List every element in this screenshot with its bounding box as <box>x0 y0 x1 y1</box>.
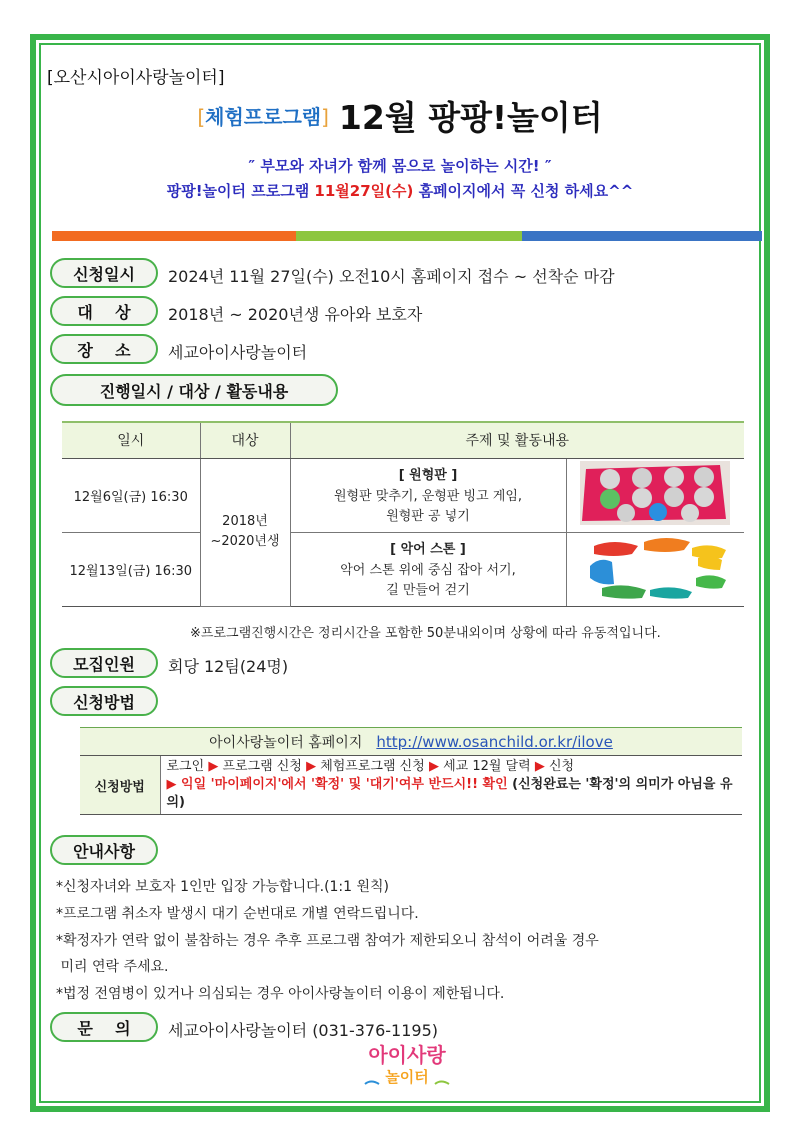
table-row <box>62 458 744 532</box>
subtitle-slogan: ″ 부모와 자녀가 함께 몸으로 놀이하는 시간! ″ <box>248 157 552 175</box>
apply-date-value: 2024년 11월 27일(수) 오전10시 홈페이지 접수 ~ 선착순 마감 <box>168 267 615 286</box>
row2-activity <box>290 532 566 606</box>
schedule-table <box>62 421 744 607</box>
apply-method-cell-label: 신청방법 <box>80 756 160 815</box>
target-label: 대 상 <box>50 296 158 326</box>
schedule-label: 진행일시 / 대상 / 활동내용 <box>50 374 338 406</box>
stripe-blue <box>522 231 762 241</box>
notice-item: *법정 전염병이 있거나 의심되는 경우 아이사랑놀이터 이용이 제한됩니다. <box>56 986 505 1002</box>
target-cell <box>200 458 290 606</box>
subtitle-apply-date <box>0 180 800 201</box>
schedule-note: ※프로그램진행시간은 정리시간을 포함한 50분내외이며 상황에 따라 유동적입니다. <box>190 626 661 641</box>
notice-item: *확정자가 연락 없이 불참하는 경우 추후 프로그램 참여가 제한되오니 참석이 어려울 경우 <box>56 933 599 949</box>
apply-homepage-row <box>80 728 742 756</box>
contact-label: 문 의 <box>50 1012 158 1042</box>
subtitle2-date: 11월27일(수) <box>314 182 414 200</box>
tag-bracket-open: [ <box>197 105 206 129</box>
logo-line2: 놀이터 <box>385 1068 429 1086</box>
target-line1: 2018년 <box>222 514 268 529</box>
stripe-orange <box>52 231 296 241</box>
homepage-label: 아이사랑놀이터 홈페이지 <box>209 734 363 751</box>
arrow-icon: ▶ <box>208 759 219 774</box>
apply-homepage-cell <box>80 728 742 756</box>
homepage-link[interactable]: http://www.osanchild.or.kr/ilove <box>376 732 613 751</box>
row2-topic: [ 악어 스톤 ] <box>390 541 466 557</box>
place-value: 세교아이사랑놀이터 <box>168 343 308 362</box>
playground-logo <box>335 1040 480 1090</box>
logo-line1: 아이사랑 <box>368 1043 446 1067</box>
notice-item: *신청자녀와 보호자 1인만 입장 가능합니다.(1:1 원칙) <box>56 879 390 895</box>
circle-mat-photo <box>580 461 730 525</box>
crocodile-stones-photo <box>580 534 730 600</box>
contact-value: 세교아이사랑놀이터 (031-376-1195) <box>168 1021 439 1040</box>
stripe-green <box>296 231 522 241</box>
recruit-value: 회당 12팀(24명) <box>168 657 289 676</box>
apply-method-table <box>80 727 742 815</box>
step-login: 로그인 <box>166 759 209 774</box>
subtitle2-part-a: 팡팡!놀이터 프로그램 <box>166 182 315 200</box>
row2-line2: 길 만들어 걷기 <box>386 582 470 598</box>
notice-item: *프로그램 취소자 발생시 대기 순번대로 개별 연락드립니다. <box>56 906 419 922</box>
tag-text: 체험프로그램 <box>205 105 322 129</box>
apply-steps <box>160 756 742 815</box>
header-activity: 주제 및 활동내용 <box>290 422 744 458</box>
arrow-icon: ▶ <box>306 759 317 774</box>
arrow-icon: ▶ <box>428 759 439 774</box>
recruit-label: 모집인원 <box>50 648 158 678</box>
row2-line1: 악어 스톤 위에 중심 잡아 서기, <box>340 562 516 578</box>
arrow-icon: ▶ <box>166 777 177 792</box>
organization-name: [오산시아이사랑놀이터] <box>47 68 225 88</box>
row1-date: 12월6일(금) 16:30 <box>62 458 200 532</box>
apply-date-label: 신청일시 <box>50 258 158 288</box>
table-row <box>62 532 744 606</box>
title-row <box>0 92 800 139</box>
row1-line2: 원형판 공 넣기 <box>386 508 470 524</box>
confirm-note: (신청완료는 '확정'의 의미가 아님을 유의) <box>166 777 733 810</box>
row1-line1: 원형판 맞추기, 운형판 빙고 게임, <box>333 488 523 504</box>
header-target: 대상 <box>200 422 290 458</box>
row1-topic: [ 원형판 ] <box>398 467 458 483</box>
step-submit: 신청 <box>544 759 575 774</box>
row1-activity <box>290 458 566 532</box>
apply-method-label: 신청방법 <box>50 686 158 716</box>
row2-photo-cell <box>566 532 744 606</box>
step-apply: 프로그램 신청 <box>218 759 307 774</box>
arrow-icon: ▶ <box>534 759 545 774</box>
place-label: 장 소 <box>50 334 158 364</box>
confirm-warning: 익일 '마이페이지'에서 '확정' 및 '대기'여부 반드시!! 확인 <box>176 777 508 792</box>
header-date: 일시 <box>62 422 200 458</box>
row1-photo-cell <box>566 458 744 532</box>
program-tag <box>197 105 329 129</box>
page-title: 12월 팡팡!놀이터 <box>338 98 603 137</box>
tag-bracket-close: ] <box>321 105 329 129</box>
step-calendar: 세교 12월 달력 <box>438 759 535 774</box>
notice-label: 안내사항 <box>50 835 158 865</box>
step-experience: 체험프로그램 신청 <box>316 759 429 774</box>
subtitle2-part-c: 홈페이지에서 꼭 신청 하세요^^ <box>413 182 634 200</box>
row2-date: 12월13일(금) 16:30 <box>62 532 200 606</box>
notice-item: 미리 연락 주세요. <box>56 959 169 975</box>
target-value: 2018년 ~ 2020년생 유아와 보호자 <box>168 305 423 324</box>
apply-steps-row <box>80 756 742 815</box>
target-line2: ~2020년생 <box>210 534 280 549</box>
